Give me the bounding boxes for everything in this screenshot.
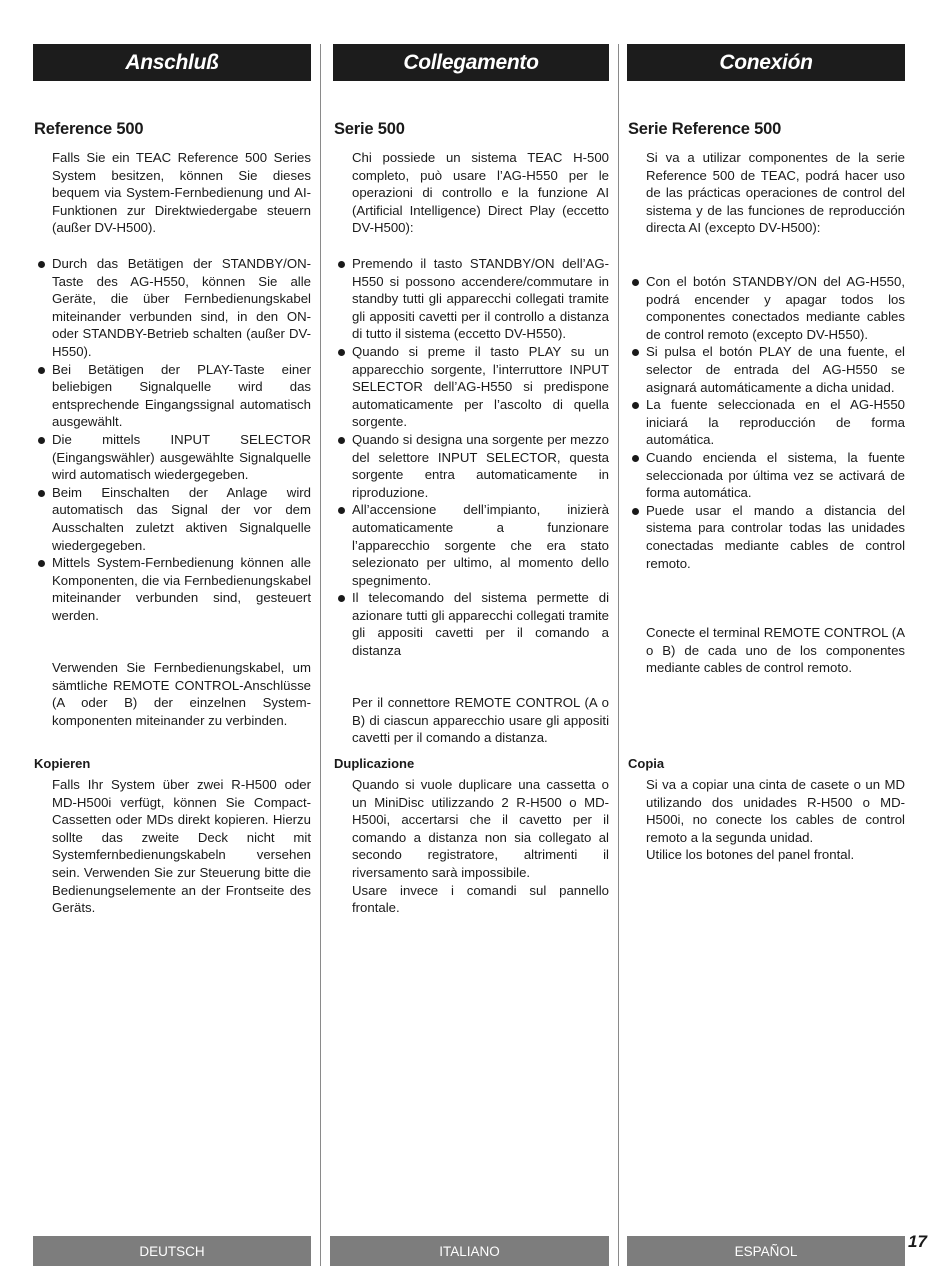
subsection-paragraph: Quando si vuole duplicare una cassetta o un MiniDisc utilizzando 2 R-H500 o MD-H500i, accertarsi che il cavetto per il comando a distanza non sia collegato al secondo registratore, altrimenti il riversamento sarà impossibile. Usare invece i comandi sul pannello frontale. — [352, 777, 609, 916]
column-divider — [618, 44, 619, 1266]
footer-language-deutsch: DEUTSCH — [33, 1236, 311, 1266]
feature-list — [33, 255, 311, 624]
intro-paragraph: Chi possiede un sistema TEAC H-500 completo, può usare l’AG-H550 per le operazioni di controllo e la funzione AI (Artificial Intelligence) Direct Play (eccetto DV-H500): — [352, 150, 609, 236]
reference-section — [33, 120, 311, 237]
list-item: All’accensione dell’impianto, inizierà automaticamente a funzionare l’apparecchio sorgente che era stato selezionato per ultimo, al momento dello spegnimento. — [333, 501, 609, 589]
subsection-title: Kopieren — [34, 756, 91, 771]
column-header: Anschluß — [33, 44, 311, 81]
page-number: 17 — [908, 1232, 927, 1251]
list-item: Con el botón STANDBY/ON del AG-H550, podrá encender y apagar todos los componentes conectados mediante cables de control remoto (excepto DV-H550). — [627, 273, 905, 343]
column-italiano — [333, 44, 609, 916]
list-item: Premendo il tasto STANDBY/ON dell’AG-H550 si possono accendere/commutare in standby tutti gli apparecchi collegati tramite gli appositi cavetti per il controllo a distanza di tutto il sistema (eccetto DV-H550). — [333, 255, 609, 343]
list-item: Il telecomando del sistema permette di azionare tutti gli apparecchi collegati tramite gli appositi cavetti per il comando a distanza — [333, 589, 609, 659]
list-item: Mittels System-Fernbedienung können alle Komponenten, die via Fernbedienungskabel miteinander verbunden sind, gesteuert werden. — [33, 554, 311, 624]
subsection-paragraph: Falls Ihr System über zwei R-H500 oder MD-H500i verfügt, können Sie Compact-Cassetten oder MDs direkt kopieren. Hierzu sollte das zweite Deck nicht mit Systemfernbedienungskabeln versehen sein. Verwenden Sie zur Steuerung bitte die Bedienungselemente an der Frontseite des Geräts. — [52, 777, 311, 916]
section-title: Reference 500 — [34, 120, 144, 138]
section-title: Serie 500 — [334, 120, 405, 138]
column-espanol — [627, 44, 905, 863]
column-header: Conexión — [627, 44, 905, 81]
footer-language-espanol: ESPAÑOL — [627, 1236, 905, 1266]
list-item: Cuando encienda el sistema, la fuente seleccionada por última vez se activará de forma automática. — [627, 449, 905, 502]
feature-list — [333, 255, 609, 660]
subsection-paragraph: Si va a copiar una cinta de casete o un MD utilizando dos unidades R-H500 o MD-H500i, no conecte los cables de control remoto a la segunda unidad. Utilice los botones del panel frontal. — [646, 777, 905, 863]
intro-paragraph: Si va a utilizar componentes de la serie Reference 500 de TEAC, podrá hacer uso de las prácticas operaciones de control del sistema y de las funciones de reproducción directa AI (excepto DV-H500): — [646, 150, 905, 236]
note-paragraph: Per il connettore REMOTE CONTROL (A o B) di ciascun apparecchio usare gli appositi cavetti per il comando a distanza. — [352, 695, 609, 746]
subsection-title: Duplicazione — [334, 756, 415, 771]
list-item: Quando si preme il tasto PLAY su un apparecchio sorgente, l’interruttore INPUT SELECTOR dell’AG-H550 si predispone automaticamente per l’ascolto di quella sorgente. — [333, 343, 609, 431]
list-item: Quando si designa una sorgente per mezzo del selettore INPUT SELECTOR, questa sorgente entra automaticamente in riproduzione. — [333, 431, 609, 501]
list-item: Durch das Betätigen der STANDBY/ON-Taste des AG-H550, können Sie alle Geräte, die über Fernbedienungskabel miteinander verbunden sind, in den ON- oder STANDBY-Betrieb schalten (außer DV-H550). — [33, 255, 311, 361]
note-paragraph: Verwenden Sie Fernbedienungskabel, um sämtliche REMOTE CONTROL-Anschlüsse (A oder B) der einzelnen System-komponenten miteinander zu verbinden. — [52, 660, 311, 728]
reference-section — [627, 120, 905, 237]
list-item: La fuente seleccionada en el AG-H550 iniciará la reproducción de forma automática. — [627, 396, 905, 449]
feature-list — [627, 273, 905, 572]
list-item: Puede usar el mando a distancia del sistema para controlar todas las unidades conectadas mediante cables de control remoto. — [627, 502, 905, 572]
subsection-title: Copia — [628, 756, 665, 771]
note-paragraph: Conecte el terminal REMOTE CONTROL (A o B) de cada uno de los componentes mediante cables de control remoto. — [646, 625, 905, 676]
list-item: Die mittels INPUT SELECTOR (Eingangswähler) ausgewählte Signalquelle wird automatisch wiedergegeben. — [33, 431, 311, 484]
reference-section — [333, 120, 609, 237]
section-title: Serie Reference 500 — [628, 120, 782, 138]
copy-section — [333, 756, 609, 917]
footer-language-italiano: ITALIANO — [330, 1236, 609, 1266]
list-item: Bei Betätigen der PLAY-Taste einer beliebigen Signalquelle wird das entsprechende Eingangssignal automatisch ausgewählt. — [33, 361, 311, 431]
list-item: Beim Einschalten der Anlage wird automatisch das Signal der vor dem Ausschalten zuletzt aktiven Signalquelle wiedergegeben. — [33, 484, 311, 554]
intro-paragraph: Falls Sie ein TEAC Reference 500 Series System besitzen, können Sie dieses bequem via System-Fernbedienung und AI-Funktionen zur Direktwiedergabe steuern (außer DV-H500). — [52, 150, 311, 236]
list-item: Si pulsa el botón PLAY de una fuente, el selector de entrada del AG-H550 se asignará automáticamente a dicha unidad. — [627, 343, 905, 396]
copy-section — [33, 756, 311, 917]
column-header: Collegamento — [333, 44, 609, 81]
column-deutsch — [33, 44, 311, 916]
copy-section — [627, 756, 905, 864]
column-divider — [320, 44, 321, 1266]
